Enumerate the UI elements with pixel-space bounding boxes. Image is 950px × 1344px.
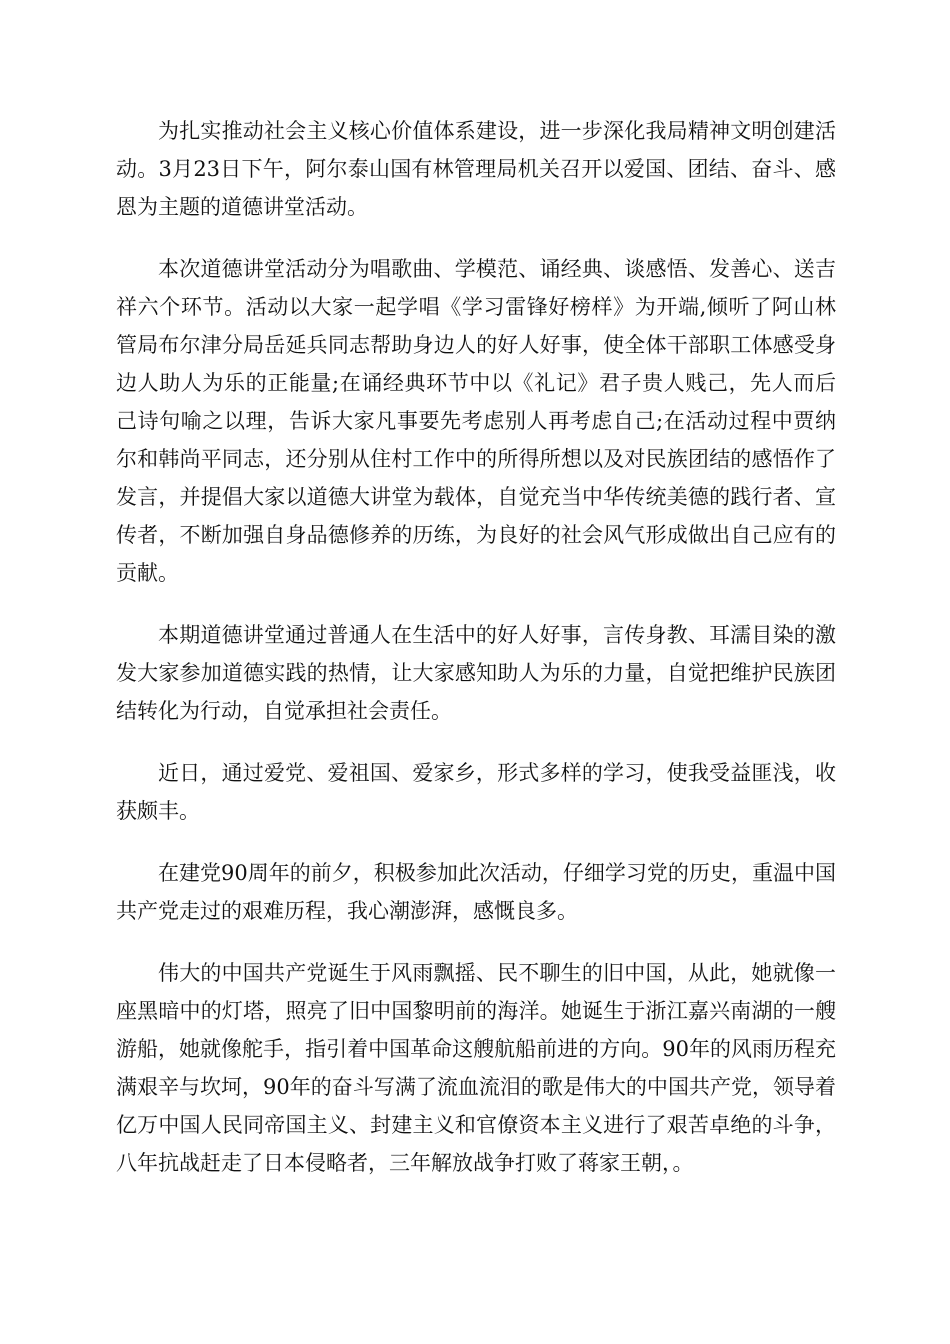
paragraph-1: 为扎实推动社会主义核心价值体系建设，进一步深化我局精神文明创建活动。3月23日下午，阿尔泰山国有林管理局机关召开以爱国、团结、奋斗、感恩为主题的道德讲堂活动。 xyxy=(116,119,836,219)
document-body xyxy=(116,112,836,1206)
paragraph-4: 近日，通过爱党、爱祖国、爱家乡，形式多样的学习，使我受益匪浅，收获颇丰。 xyxy=(116,761,836,823)
paragraph-5: 在建党90周年的前夕，积极参加此次活动，仔细学习党的历史，重温中国共产党走过的艰难历程，我心潮澎湃，感慨良多。 xyxy=(116,861,836,923)
paragraph-2: 本次道德讲堂活动分为唱歌曲、学模范、诵经典、谈感悟、发善心、送吉祥六个环节。活动以大家一起学唱《学习雷锋好榜样》为开端,倾听了阿山林管局布尔津分局岳延兵同志帮助身边人的好人好事，使全体干部职工体感受身边人助人为乐的正能量;在诵经典环节中以《礼记》君子贵人贱己，先人而后己诗句喻之以理，告诉大家凡事要先考虑别人再考虑自己;在活动过程中贾纳尔和韩尚平同志，还分别从住村工作中的所得所想以及对民族团结的感悟作了发言，并提倡大家以道德大讲堂为载体，自觉充当中华传统美德的践行者、宣传者，不断加强自身品德修养的历练，为良好的社会风气形成做出自己应有的贡献。 xyxy=(116,257,836,585)
paragraph-3: 本期道德讲堂通过普通人在生活中的好人好事，言传身教、耳濡目染的激发大家参加道德实践的热情，让大家感知助人为乐的力量，自觉把维护民族团结转化为行动，自觉承担社会责任。 xyxy=(116,623,836,723)
paragraph-6: 伟大的中国共产党诞生于风雨飘摇、民不聊生的旧中国，从此，她就像一座黑暗中的灯塔，照亮了旧中国黎明前的海洋。她诞生于浙江嘉兴南湖的一艘游船，她就像舵手，指引着中国革命这艘航船前进的方向。90年的风雨历程充满艰辛与坎坷，90年的奋斗写满了流血流泪的歌是伟大的中国共产党，领导着亿万中国人民同帝国主义、封建主义和官僚资本主义进行了艰苦卓绝的斗争，八年抗战赶走了日本侵略者，三年解放战争打败了蒋家王朝，。 xyxy=(116,961,836,1175)
